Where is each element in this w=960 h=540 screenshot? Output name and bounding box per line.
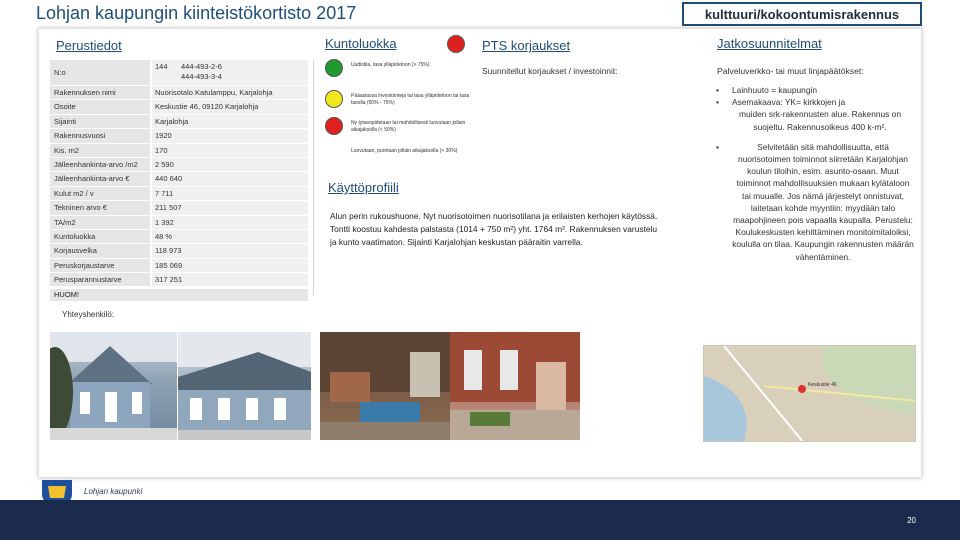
bullet-text: Asemakaava: YK= kirkkojen ja bbox=[732, 97, 846, 108]
divider bbox=[313, 60, 314, 295]
info-label: Kulut m2 / v bbox=[50, 187, 150, 200]
interior-photo-lounge bbox=[320, 332, 450, 440]
perustiedot-heading: Perustiedot bbox=[56, 38, 122, 53]
table-row bbox=[50, 86, 308, 100]
building-photo-exterior bbox=[50, 332, 177, 440]
table-row bbox=[50, 244, 308, 258]
page-number: 20 bbox=[907, 516, 916, 525]
table-row bbox=[50, 158, 308, 172]
table-row bbox=[50, 60, 308, 86]
info-label: Kis. m2 bbox=[50, 144, 150, 157]
list-item: ▪ Selvitetään sitä mahdollisuutta, että nuorisotoimen toiminnot siirretään Karjalohjan koulun tiloihin, esim. asunto-osaan. Muut toiminnot mahdollisuuksien mukaan kylätaloon tai muualle. Jos nämä järjestelyt onnistuvat, laitetaan kohde myyntiin: myydään talo maapohjineen pois vapaalla kaupalla. Perustelu: Koulukeskusten kehittäminen monitoimitaloiksi, koululla on tilaa. Kaupungin rakennusten määrän vähentäminen. bbox=[716, 141, 914, 262]
info-value: Nuorisotalo Katulamppu, Karjalohja bbox=[152, 86, 308, 99]
info-label: Perusparannustarve bbox=[50, 273, 150, 286]
map-label: Keskustie 46 bbox=[808, 382, 837, 388]
usage-profile-text: Alun perin rukoushuone. Nyt nuorisotoimen nuorisotilana ja erilaisten kerhojen käytössä. Tontti koostuu kahdesta palstasta (1014 + 750 m²) yht. 1764 m². Rakennuksen varustelu ja kunto vaatimaton. Sijainti Karjalohjan keskustan pääraitin varrella. bbox=[330, 211, 658, 247]
condition-legend-text: Luovutaan, puretaan jollain aikajaksolla (< 30%) bbox=[351, 148, 458, 154]
condition-dot bbox=[325, 90, 343, 108]
table-row bbox=[50, 201, 308, 215]
bullet-continuation: muiden srk-rakennusten alue. Rakennus on suojeltu. Rakennusoikeus 400 k-m². bbox=[738, 109, 901, 132]
condition-legend-text: Ny tytasopidetaan tai mahdollisesti luovutaan jollain aikajaksolla (< 50%) bbox=[351, 120, 466, 133]
kuntoluokka-heading: Kuntoluokka bbox=[325, 36, 397, 51]
table-row bbox=[50, 129, 308, 143]
interior-photo-room bbox=[450, 332, 580, 440]
info-label: Jälleenhankinta-arvo /m2 bbox=[50, 158, 150, 171]
jatko-subtitle: Palveluverkko- tai muut linjapäätökset: bbox=[717, 66, 864, 76]
property-id-2: 444-493-3-4 bbox=[181, 72, 222, 81]
info-value: Karjalohja bbox=[152, 115, 308, 128]
list-item: ▪ Lainhuuto = kaupungin bbox=[716, 85, 817, 95]
info-label: Rakennusvuosi bbox=[50, 129, 150, 142]
basic-info-table bbox=[50, 60, 308, 287]
info-label: Jälleenhankinta-arvo € bbox=[50, 172, 150, 185]
info-label: TA/m2 bbox=[50, 216, 150, 229]
condition-dot bbox=[325, 59, 343, 77]
info-value: Keskustie 46, 09120 Karjalohja bbox=[152, 100, 308, 113]
info-rows bbox=[50, 86, 308, 287]
info-label: Osoite bbox=[50, 100, 150, 113]
info-value: 440 640 bbox=[152, 172, 308, 185]
info-label: Sijainti bbox=[50, 115, 150, 128]
list-item: ▪ Asemakaava: YK= kirkkojen ja bbox=[716, 97, 846, 108]
page-title: Lohjan kaupungin kiinteistökortisto 2017 bbox=[36, 3, 357, 23]
huom-row: HUOM! bbox=[50, 289, 308, 301]
table-row bbox=[50, 144, 308, 158]
property-id-1: 444-493-2-6 bbox=[181, 62, 222, 71]
info-label: Tekninen arvo € bbox=[50, 201, 150, 214]
pts-heading: PTS korjaukset bbox=[482, 38, 571, 53]
building-photo-side bbox=[178, 332, 311, 440]
condition-legend-text: Uudistila, tasa ylläpidetoon (> 75%) bbox=[351, 62, 430, 68]
info-label: Rakennuksen nimi bbox=[50, 86, 150, 99]
table-row bbox=[50, 230, 308, 244]
info-value: 317 251 bbox=[152, 273, 308, 286]
info-value: 170 bbox=[152, 144, 308, 157]
location-map bbox=[703, 345, 916, 442]
current-condition-indicator bbox=[447, 35, 465, 53]
pts-subtitle: Suunnitellut korjaukset / investoinnit: bbox=[482, 66, 618, 76]
info-value: 2 590 bbox=[152, 158, 308, 171]
kayttoprofiili-heading: Käyttöprofiili bbox=[328, 180, 399, 195]
bullet-text: Lainhuuto = kaupungin bbox=[732, 85, 817, 95]
jatko-bullets bbox=[716, 84, 914, 263]
info-label: Kuntoluokka bbox=[50, 230, 150, 243]
info-value: 211 507 bbox=[152, 201, 308, 214]
building-number: 144 bbox=[155, 62, 168, 71]
condition-legend-text: Pääasiassa investointeja tai tasa ylläpidetoon tai tasa tasolla (50% - 75%) bbox=[351, 93, 470, 106]
table-row bbox=[50, 115, 308, 129]
table-row bbox=[50, 172, 308, 186]
footer-bar bbox=[0, 500, 960, 540]
table-row bbox=[50, 216, 308, 230]
info-value bbox=[152, 60, 308, 85]
condition-dot bbox=[325, 145, 343, 163]
info-value: 48 % bbox=[152, 230, 308, 243]
info-label: N:o bbox=[50, 60, 150, 85]
table-row bbox=[50, 273, 308, 287]
table-row bbox=[50, 100, 308, 114]
info-value: 1 392 bbox=[152, 216, 308, 229]
building-type-badge: kulttuuri/kokoontumisrakennus bbox=[682, 2, 922, 26]
city-logo-text: Lohjan kaupunki bbox=[84, 487, 143, 496]
contact-person-label: Yhteyshenkilö: bbox=[62, 310, 115, 319]
table-row bbox=[50, 259, 308, 273]
info-value: 7 711 bbox=[152, 187, 308, 200]
condition-dot bbox=[325, 117, 343, 135]
bullet-text: Selvitetään sitä mahdollisuutta, että nuorisotoimen toiminnot siirretään Karjalohjan koulun tiloihin, esim. asunto-osaan. Muut toiminnot mahdollisuuksien mukaan kylätaloon tai muualle. Jos nämä järjestelyt onnistuvat, laitetaan kohde myyntiin: myydään talo maapohjineen pois vapaalla kaupalla. Perustelu: Koulukeskusten kehittäminen monitoimitaloiksi, koululla on tilaa. Kaupungin rakennusten määrän vähentäminen. bbox=[732, 141, 914, 262]
info-value: 1920 bbox=[152, 129, 308, 142]
info-label: Peruskorjaustarve bbox=[50, 259, 150, 272]
table-row bbox=[50, 187, 308, 201]
jatko-heading: Jatkosuunnitelmat bbox=[717, 36, 822, 51]
info-value: 118 973 bbox=[152, 244, 308, 257]
info-label: Korjausvelka bbox=[50, 244, 150, 257]
info-value: 185 069 bbox=[152, 259, 308, 272]
